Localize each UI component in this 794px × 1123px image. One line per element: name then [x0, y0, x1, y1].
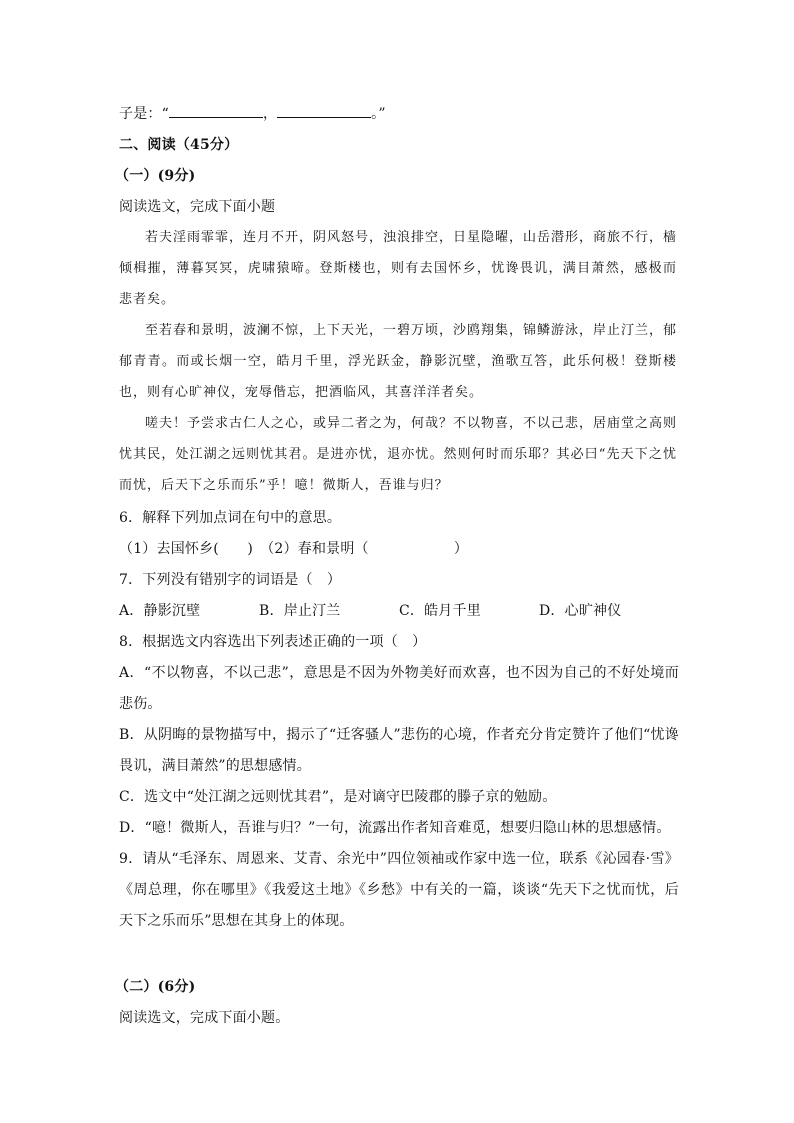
fill-in-suffix: 。” — [371, 106, 386, 122]
question-7-stem: 7．下列没有错别字的词语是（ ） — [119, 572, 342, 588]
passage-paragraph-2: 至若春和景明，波澜不惊，上下天光，一碧万顷，沙鸥翔集，锦鳞游泳，岸止汀兰，郁郁青青。而或长烟一空，皓月千里，浮光跃金，静影沉壁，渔歌互答，此乐何极！登斯楼也，则有心旷神仪，宠辱偕忘，把酒临风，其喜洋洋者矣。 — [119, 323, 678, 400]
fill-in-prefix: 子是：“ — [119, 106, 169, 122]
question-9: 9．请从“毛泽东、周恩来、艾青、余光中”四位领袖或作家中选一位，联系《沁园春·雪》《周总理，你在哪里》《我爱这土地》《乡愁》中有关的一篇，谈谈“先天下之忧而忧，后天下之乐而乐”思想在其身上的体现。 — [119, 851, 679, 929]
answer-blank-1[interactable] — [169, 103, 263, 118]
classical-passage — [119, 222, 677, 501]
question-7-options — [119, 596, 679, 627]
q8-option-b[interactable]: B．从阴晦的景物描写中，揭示了“迁客骚人”悲伤的心境，作者充分肯定赞许了他们“忧谗畏讥，满目萧然”的思想感情。 — [119, 727, 679, 774]
passage-paragraph-1: 若夫淫雨霏霏，连月不开，阴风怒号，浊浪排空，日星隐曜，山岳潜形，商旅不行，樯倾楫摧，薄暮冥冥，虎啸猿啼。登斯楼也，则有去国怀乡，忧谗畏讥，满目萧然，感极而悲者矣。 — [119, 230, 678, 307]
part1-heading: （一）(9分) — [115, 168, 196, 184]
q8-option-a[interactable]: A．“不以物喜，不以己悲”，意思是不因为外物美好而欢喜，也不因为自己的不好处境而悲伤。 — [119, 665, 679, 712]
part2-instruction: 阅读选文，完成下面小题。 — [119, 1010, 290, 1026]
q8-option-c[interactable]: C．选文中“处江湖之远则忧其君”，是对谪守巴陵郡的滕子京的勉励。 — [119, 789, 557, 805]
q7-option-a[interactable]: A．静影沉壁 — [119, 603, 201, 619]
section-heading: 二、阅读（45分） — [119, 137, 239, 153]
q8-option-d[interactable]: D．“噫！微斯人，吾谁与归？”一句，流露出作者知音难觅，想要归隐山林的思想感情。 — [119, 820, 671, 836]
fill-in-separator: ， — [262, 106, 278, 122]
q7-option-b[interactable]: B．岸止汀兰 — [259, 603, 341, 619]
answer-blank-2[interactable] — [277, 103, 371, 118]
passage-paragraph-3: 嗟夫！予尝求古仁人之心，或异二者之为，何哉？不以物喜，不以己悲，居庙堂之高则忧其民，处江湖之远则忧其君。是进亦忧，退亦忧。然则何时而乐耶？其必曰“先天下之忧而忧，后天下之乐而乐”乎！噫！微斯人，吾谁与归？ — [119, 416, 678, 493]
fill-in-line — [119, 103, 386, 123]
question-6-items: （1）去国怀乡( ) （2）春和景明（ ） — [119, 541, 469, 557]
part2-heading: （二）(6分) — [115, 979, 196, 995]
q7-option-c[interactable]: C．皓月千里 — [399, 603, 481, 619]
question-6-stem: 6．解释下列加点词在句中的意思。 — [119, 510, 342, 526]
questions — [119, 503, 679, 937]
q7-option-d[interactable]: D．心旷神仪 — [539, 603, 622, 619]
question-8-stem: 8．根据选文内容选出下列表述正确的一项（ ） — [119, 634, 427, 650]
part1-instruction: 阅读选文，完成下面小题 — [119, 199, 276, 215]
